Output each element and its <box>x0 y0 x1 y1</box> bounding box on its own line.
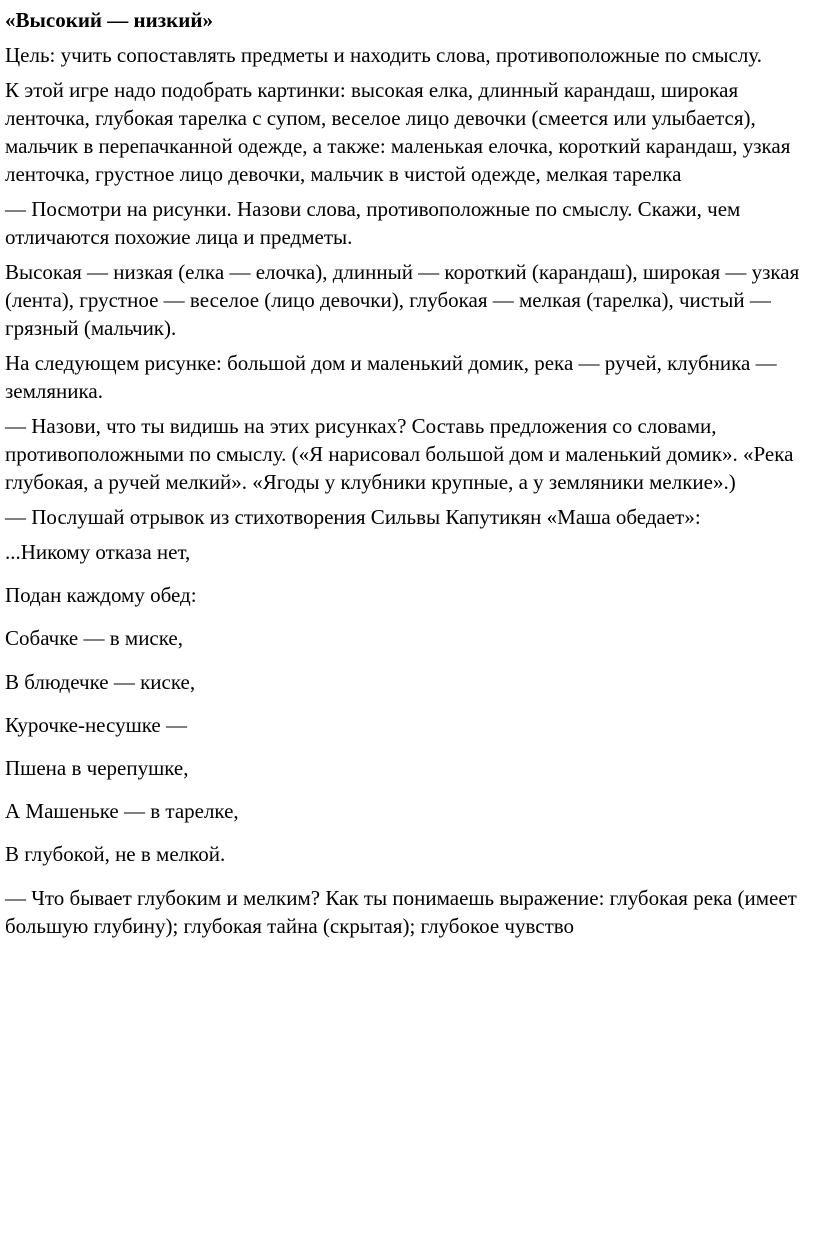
paragraph-closing: — Что бывает глубоким и мелким? Как ты понимаешь выражение: глубокая река (имеет большую глубину); глубокая тайна (скрытая); глубокое чувство <box>5 885 797 938</box>
paragraph-listen: — Послушай отрывок из стихотворения Сильвы Капутикян «Маша обедает»: <box>5 505 701 529</box>
poem-line: Пшена в черепушке, <box>5 755 189 780</box>
poem-line: В блюдечке — киске, <box>5 669 196 694</box>
paragraph-next-picture: На следующем рисунке: большой дом и маленький домик, река — ручей, клубника — земляника. <box>5 351 777 403</box>
poem-line: Подан каждому обед: <box>5 583 197 608</box>
paragraph-pictures: К этой игре надо подобрать картинки: высокая елка, длинный карандаш, широкая ленточка, глубокая тарелка с супом, веселое лицо девочки (смеется или улыбается), мальчик в перепачканной одежде, а также: маленькая елочка, короткий карандаш, узкая ленточка, грустное лицо девочки, мальчик в чистой одежде, мелкая тарелка <box>5 78 791 186</box>
paragraph-goal: Цель: учить сопоставлять предметы и находить слова, противоположные по смыслу. <box>5 43 762 67</box>
poem-line: А Машеньке — в тарелке, <box>5 799 239 824</box>
poem-line: В глубокой, не в мелкой. <box>5 842 226 867</box>
paragraph-sentences: — Назови, что ты видишь на этих рисунках? Составь предложения со словами, противоположными по смыслу. («Я нарисовал большой дом и маленький домик». «Река глубокая, а ручей мелкий». «Ягоды у клубники крупные, а у земляники мелкие».) <box>5 414 794 494</box>
poem-line: ...Никому отказа нет, <box>5 540 191 564</box>
poem-line: Курочке-несушке — <box>5 712 187 737</box>
poem <box>5 538 816 868</box>
paragraph-look: — Посмотри на рисунки. Назови слова, противоположные по смыслу. Скажи, чем отличаются похожие лица и предметы. <box>5 197 741 249</box>
document-title: «Высокий — низкий» <box>5 8 213 32</box>
paragraph-opposites: Высокая — низкая (елка — елочка), длинный — короткий (карандаш), широкая — узкая (лента), грустное — веселое (лицо девочки), глубокая — мелкая (тарелка), чистый — грязный (мальчик). <box>5 260 800 340</box>
poem-line: Собачке — в миске, <box>5 626 183 651</box>
